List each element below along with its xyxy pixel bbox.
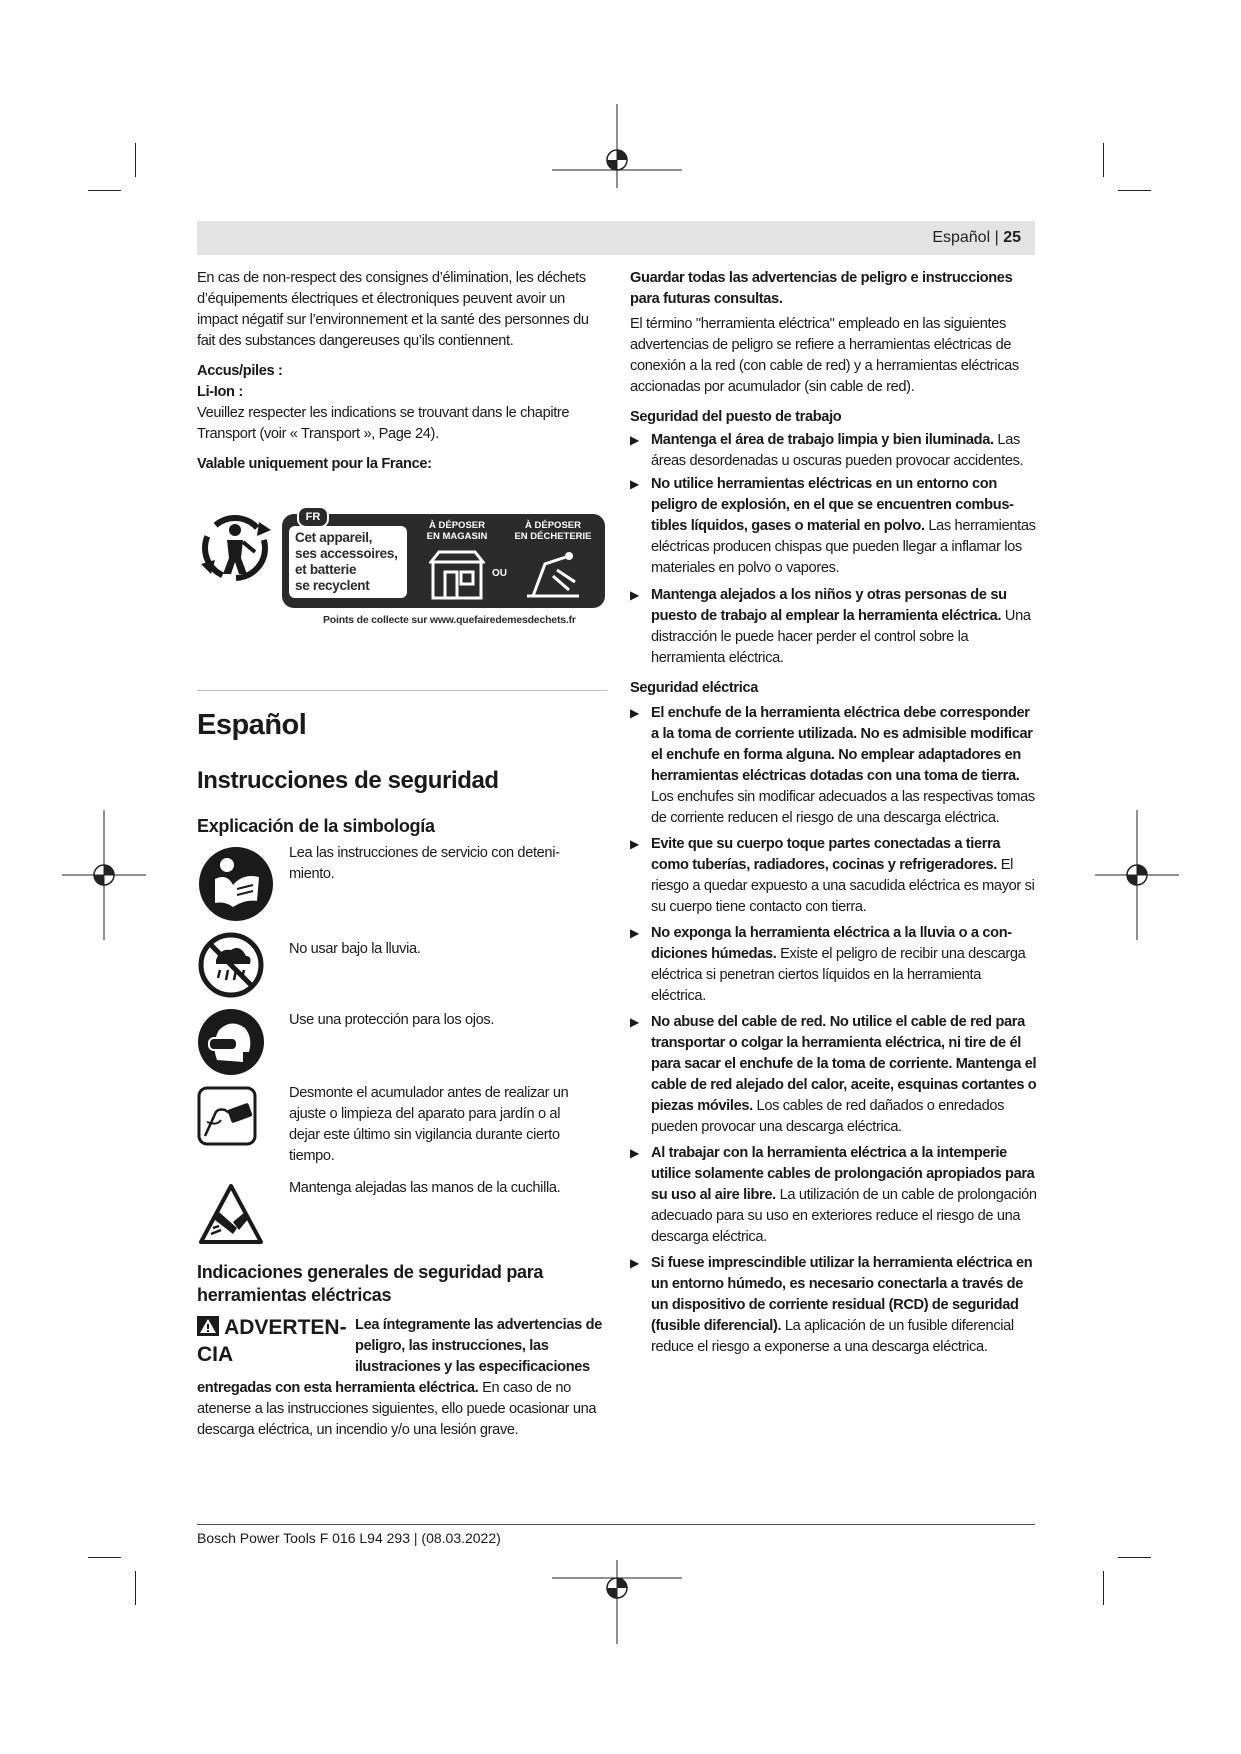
symbol-text: Desmonte el acumulador antes de realizar un ajuste o limpieza del aparato para jardín o al dejar este último sin vigilancia durante cierto tiempo. [289, 1085, 569, 1164]
triman-fr-badge: FR [297, 506, 329, 528]
item-bold: Al trabajar con la herramienta eléctrica a la intemperie utilice solamente cables de prolongación apropiados para su uso al aire libre. [651, 1145, 1035, 1203]
accus-title: Accus/piles : [197, 363, 283, 379]
symbol-row [197, 1008, 607, 1078]
item-text: Las áreas desordenadas u oscuras pueden provocar accidentes. [651, 432, 1024, 469]
electric-title: Seguridad eléctrica [630, 680, 758, 696]
item-bold: Si fuese imprescindible utilizar la herramienta eléctrica en un entorno húmedo, es necesario conectarla a través de un dispositivo de corriente residual (RCD) de seguridad (fusible diferencial). [651, 1255, 1033, 1334]
symbol-row [197, 843, 607, 923]
item-text: Las herramientas eléctricas producen chispas que pueden llegar a inflamar los materiales en polvo o vapores. [651, 518, 1036, 576]
shop-icon [429, 548, 485, 600]
crop-mark [1118, 190, 1151, 191]
workplace-item [630, 430, 1038, 472]
triman-magasin-line2: EN MAGASIN [426, 531, 488, 542]
crop-mark [135, 143, 136, 177]
blade-hazard-icon [197, 1182, 265, 1248]
electric-item [630, 1012, 1038, 1138]
item-bold: Evite que su cuerpo toque partes conectadas a tierra como tuberías, radiadores, cocinas y refrigeradores. [651, 836, 1001, 873]
registration-mark-left-icon [62, 810, 146, 940]
triman-line2: ses accessoires, [295, 546, 398, 561]
intro-paragraph: En cas de non-respect des consignes d’élimination, les déchets d’équipements électriques et électroniques peuvent avoir un impact négatif sur l’environnement et la santé des personnes du fait des substances dangereuses qu’ils contiennent. [197, 270, 589, 349]
symbol-row [197, 932, 607, 1002]
language-title: Español [197, 709, 307, 741]
item-text: Existe el peligro de recibir una descarga eléctrica si penetran ciertos líquidos en la herramienta eléctrica. [651, 946, 1026, 1004]
item-bold: Mantenga el área de trabajo limpia y bien iluminada. [651, 432, 994, 448]
no-rain-icon [198, 932, 264, 998]
crop-mark [88, 1557, 121, 1558]
triman-decheterie-label [503, 520, 603, 542]
item-bold: No exponga la herramienta eléctrica a la lluvia o a condiciones húmedas. [651, 925, 1013, 962]
waste-center-icon [523, 546, 583, 602]
item-bold: No utilice herramientas eléctricas en un entorno con peligro de explosión, en el que se encuentren combustibles líquidos, gases o material en polvo. [651, 476, 1014, 534]
workplace-item [630, 474, 1038, 579]
triman-magasin-label [415, 520, 499, 542]
triman-line1: Cet appareil, [295, 530, 373, 545]
item-text: La aplicación de un fusible diferencial reduce el riesgo a exponerse a una descarga eléctrica. [651, 1318, 1014, 1355]
bullet-arrow-icon: ▶ [630, 837, 639, 851]
item-bold: Mantenga alejados a los niños y otras personas de su puesto de trabajo al emplear la herramienta eléctrica. [651, 587, 1007, 624]
bullet-arrow-icon: ▶ [630, 1256, 639, 1270]
bullet-arrow-icon: ▶ [630, 588, 639, 602]
item-text: El riesgo a quedar expuesto a una sacudida eléctrica es mayor si su cuerpo tiene contacto con tierra. [651, 857, 1035, 915]
page-header [197, 221, 1035, 255]
bullet-arrow-icon: ▶ [630, 477, 639, 491]
triman-decheterie-line1: À DÉPOSER [525, 520, 581, 531]
liion-text: Veuillez respecter les indications se trouvant dans le chapitre Transport (voir « Transport », Page 24). [197, 405, 570, 442]
section-divider [197, 690, 607, 691]
triman-ou: OU [492, 568, 507, 579]
general-safety-title: Indicaciones generales de seguridad para herramientas eléctricas [197, 1262, 544, 1305]
item-text: Una distracción le puede hacer perder el control sobre la herramienta eléctrica. [651, 608, 1031, 666]
liion-title: Li-Ion : [197, 384, 243, 400]
warning-body [197, 1315, 607, 1441]
triman-recycling-logo [197, 506, 607, 636]
registration-mark-right-icon [1095, 810, 1179, 940]
bullet-arrow-icon: ▶ [630, 1015, 639, 1029]
remove-battery-icon [197, 1086, 257, 1146]
crop-mark [88, 190, 121, 191]
footer-rule [197, 1524, 1035, 1525]
triman-message [295, 530, 407, 594]
workplace-item [630, 585, 1038, 669]
bullet-arrow-icon: ▶ [630, 433, 639, 447]
warning-label-text: ADVERTENCIA [197, 1316, 347, 1366]
triman-person-icon [197, 508, 275, 588]
crop-mark [1118, 1557, 1151, 1558]
triman-decheterie-line2: EN DÉCHETERIE [514, 531, 592, 542]
header-section: Español [932, 229, 991, 246]
crop-mark [1103, 143, 1104, 177]
crop-mark [135, 1571, 136, 1605]
electric-item [630, 1253, 1038, 1358]
symbol-text: No usar bajo la lluvia. [289, 941, 421, 957]
bullet-arrow-icon: ▶ [630, 926, 639, 940]
triman-footer: Points de collecte sur www.quefairedemesdechets.fr [323, 614, 576, 626]
item-text: La utilización de un cable de prolongación adecuado para su uso en exteriores reduce el riesgo de una descarga eléctrica. [651, 1187, 1037, 1245]
electric-item [630, 1143, 1038, 1248]
left-column-top [197, 268, 595, 475]
symbol-text: Lea las instrucciones de servicio con detenimiento. [289, 845, 560, 882]
electric-item [630, 923, 1038, 1007]
triman-line3: et batterie [295, 562, 357, 577]
term-definition: El término "herramienta eléctrica" empleado en las siguientes advertencias de peligro se refiere a herramientas eléctricas de conexión a la red (con cable de red) y a herramientas eléctricas accionadas por acumulador (sin cable de red). [630, 316, 1019, 395]
bullet-arrow-icon: ▶ [630, 706, 639, 720]
safety-title: Instrucciones de seguridad [197, 767, 499, 794]
warning-float-spacer [197, 1315, 355, 1378]
workplace-title: Seguridad del puesto de trabajo [630, 409, 842, 425]
symbols-title: Explicación de la simbología [197, 816, 435, 836]
right-column [630, 268, 1038, 1358]
read-manual-icon [197, 845, 275, 923]
header-separator: | [994, 229, 999, 246]
symbol-text: Mantenga alejadas las manos de la cuchilla. [289, 1180, 561, 1196]
registration-mark-top-icon [552, 104, 682, 188]
triman-magasin-line1: À DÉPOSER [429, 520, 485, 531]
crop-mark [1103, 1571, 1104, 1605]
header-label [932, 229, 1021, 247]
page-number: 25 [1003, 229, 1021, 246]
france-title: Valable uniquement pour la France: [197, 456, 432, 472]
registration-mark-bottom-icon [552, 1560, 682, 1644]
warning-text: En caso de no atenerse a las instrucciones siguientes, ello puede ocasionar una descarga eléctrica, un incendio y/o una lesión grave. [197, 1380, 597, 1438]
item-text: Los cables de red dañados o enredados pueden provocar una descarga eléctrica. [651, 1098, 1005, 1135]
warning-bold-text: Lea íntegramente las advertencias de peligro, las instrucciones, las ilustraciones y las especificaciones entregadas con esta herramienta eléctrica. [197, 1317, 602, 1396]
item-bold: No abuse del cable de red. No utilice el cable de red para transportar o colgar la herramienta eléctrica, ni tire de él para sacar el enchufe de la toma de corriente. Mantenga el cable de red alejado del calor, aceite, esquinas cortantes o piezas móviles. [651, 1014, 1037, 1114]
item-text: Los enchufes sin modificar adecuados a las respectivas tomas de corriente reducen el riesgo de una descarga eléctrica. [651, 789, 1035, 826]
electric-item [630, 834, 1038, 918]
triman-line4: se recyclent [295, 578, 370, 593]
electric-item [630, 703, 1038, 829]
symbol-text: Use una protección para los ojos. [289, 1012, 495, 1028]
footer-text: Bosch Power Tools F 016 L94 293 | (08.03.2022) [197, 1530, 501, 1546]
item-bold: El enchufe de la herramienta eléctrica debe corresponder a la toma de corriente utilizada. No es admisible modificar el enchufe en forma alguna. No emplear adaptadores en herramientas eléctricas dotadas con una toma de tierra. [651, 705, 1033, 784]
symbol-row [197, 1178, 607, 1258]
eye-protection-icon [197, 1008, 265, 1076]
symbol-row [197, 1083, 607, 1169]
bullet-arrow-icon: ▶ [630, 1146, 639, 1160]
keep-instructions: Guardar todas las advertencias de peligro e instrucciones para futuras consultas. [630, 270, 1013, 307]
